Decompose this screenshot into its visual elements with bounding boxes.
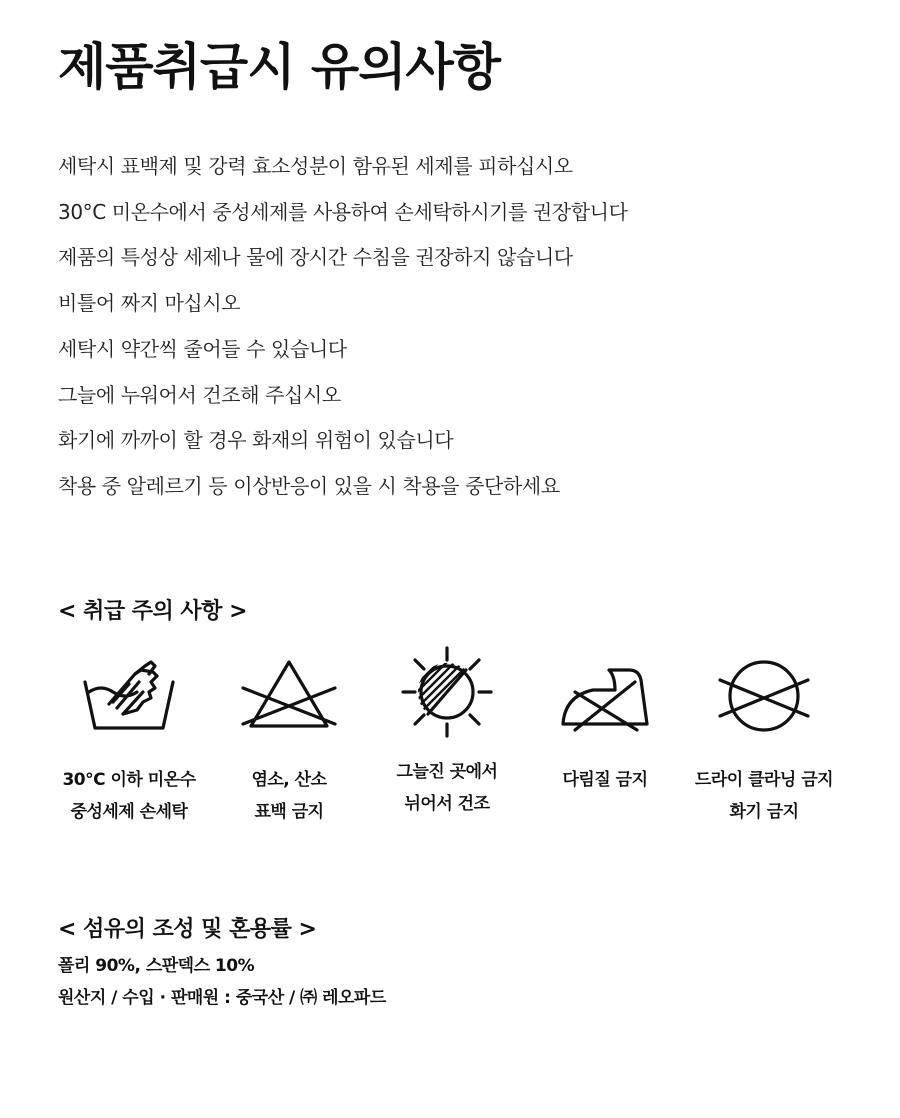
care-item-label: 30°C 이하 미온수 [62, 770, 196, 790]
care-note: 세탁시 표백제 및 강력 효소성분이 함유된 세제를 피하십시오 [58, 154, 573, 178]
care-item-label: 중성세제 손세탁 [70, 802, 188, 822]
care-item-label: 드라이 클라닝 금지 [694, 770, 834, 790]
care-note: 제품의 특성상 세제나 물에 장시간 수침을 권장하지 않습니다 [58, 245, 573, 270]
care-note: 착용 중 알레르기 등 이상반응이 있을 시 착용을 중단하세요 [58, 473, 560, 498]
care-item-shade-dry [362, 652, 532, 820]
no-dry-clean-icon [714, 652, 814, 732]
fiber-section-heading: < 섬유의 조성 및 혼용률 > [58, 917, 317, 942]
shade-dry-icon [397, 644, 497, 740]
care-note: 비틀어 짜지 마십시오 [58, 291, 241, 316]
care-item-hand-wash [44, 652, 214, 828]
care-item-label: 그늘진 곳에서 [396, 762, 498, 782]
care-notes-list [58, 144, 628, 510]
care-section-heading: < 취급 주의 사항 > [58, 599, 248, 624]
care-note: 세탁시 약간씩 줄어들 수 있습니다 [58, 336, 347, 361]
care-item-no-bleach [204, 652, 374, 828]
no-bleach-icon [239, 652, 339, 732]
care-note: 30°C 미온수에서 중성세제를 사용하여 손세탁하시기를 권장합니다 [58, 199, 628, 224]
care-item-label: 염소, 산소 [251, 770, 327, 790]
fiber-info [58, 950, 386, 1014]
fiber-composition: 폴리 90%, 스판덱스 10% [58, 956, 255, 976]
care-note: 그늘에 누워어서 건조해 주십시오 [58, 382, 341, 407]
care-item-no-dry-clean [679, 652, 849, 828]
care-item-no-iron [520, 652, 690, 796]
no-iron-icon [555, 652, 655, 732]
care-item-label: 다림질 금지 [562, 770, 648, 790]
care-item-label: 화기 금지 [729, 802, 799, 822]
care-note: 화기에 까까이 할 경우 화재의 위험이 있습니다 [58, 428, 454, 453]
care-symbols-row [0, 652, 900, 832]
page-title: 제품취급시 유의사항 [58, 38, 501, 96]
origin-info: 원산지 / 수입 · 판매원 : 중국산 / ㈜ 레오파드 [58, 988, 386, 1008]
hand-wash-icon [79, 652, 179, 732]
care-item-label: 뉘어서 건조 [404, 794, 490, 814]
care-item-label: 표백 금지 [254, 802, 324, 822]
